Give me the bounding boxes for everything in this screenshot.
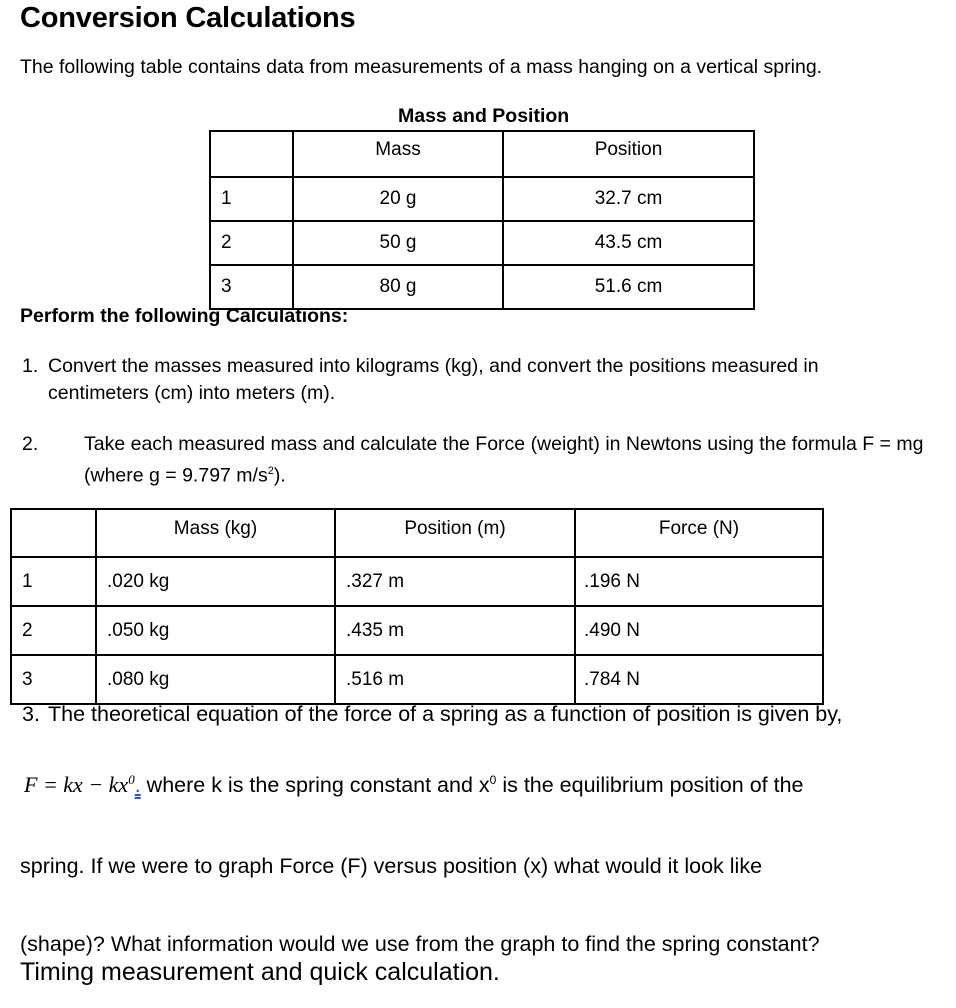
table-cell: 2 xyxy=(11,606,96,655)
table-cell: .020 kg xyxy=(96,557,335,606)
page-title: Conversion Calculations xyxy=(20,2,356,34)
question-number: 1. xyxy=(22,355,39,377)
table-cell: .080 kg xyxy=(96,655,335,704)
table-header-cell: Position (m) xyxy=(335,509,575,557)
table-cell: 2 xyxy=(210,221,293,265)
question-number: 2. xyxy=(22,433,39,455)
question-3-text: The theoretical equation of the force of a spring as a function of position is given by, xyxy=(48,702,843,726)
table-row xyxy=(210,177,754,221)
table-cell: 1 xyxy=(210,177,293,221)
table-cell: 3 xyxy=(210,265,293,309)
conversion-table xyxy=(10,508,824,705)
question-2-text xyxy=(84,431,949,490)
formula-description-end: is the equilibrium position of the xyxy=(496,773,804,798)
table-header-cell: Mass xyxy=(293,131,503,177)
table-cell: .490 N xyxy=(575,606,823,655)
superscript: 2 xyxy=(267,465,274,477)
question-1-text: Convert the masses measured into kilograms (kg), and convert the positions measured in centimeters (cm) into meters (m). xyxy=(48,355,819,404)
table-cell: .516 m xyxy=(335,655,575,704)
table-cell: 43.5 cm xyxy=(503,221,754,265)
table-cell: 1 xyxy=(11,557,96,606)
table-row xyxy=(210,221,754,265)
table-header-cell xyxy=(210,131,293,177)
table-row xyxy=(210,265,754,309)
formula-line xyxy=(24,772,804,798)
formula-superscript: 0 xyxy=(128,772,135,787)
equation-link[interactable]: . xyxy=(134,773,141,798)
question-3-continuation: spring. If we were to graph Force (F) versus position (x) what would it look like xyxy=(20,854,763,878)
table-header-cell: Mass (kg) xyxy=(96,509,335,557)
table-header-row xyxy=(11,509,823,557)
mass-position-table xyxy=(209,130,755,310)
intro-text: The following table contains data from measurements of a mass hanging on a vertical spring. xyxy=(20,56,823,78)
table-cell: 80 g xyxy=(293,265,503,309)
table-header-cell xyxy=(11,509,96,557)
question-3-continuation: (shape)? What information would we use from the graph to find the spring constant? xyxy=(20,932,820,956)
calculations-heading: Perform the following Calculations: xyxy=(20,305,349,327)
table-header-cell: Force (N) xyxy=(575,509,823,557)
table-cell: .784 N xyxy=(575,655,823,704)
table1-caption: Mass and Position xyxy=(398,105,570,127)
formula-description: where k is the spring constant and x xyxy=(140,773,490,798)
table-cell: .435 m xyxy=(335,606,575,655)
table-row xyxy=(11,606,823,655)
table-cell: 51.6 cm xyxy=(503,265,754,309)
table-row xyxy=(11,655,823,704)
question-2-text-main: Take each measured mass and calculate the Force (weight) in Newtons using the formula F = mg (where g = 9.797 m/s xyxy=(84,433,924,487)
table-row xyxy=(11,557,823,606)
superscript: 0 xyxy=(489,773,497,787)
table-cell: 20 g xyxy=(293,177,503,221)
table-cell: .327 m xyxy=(335,557,575,606)
table-header-cell: Position xyxy=(503,131,754,177)
question-number: 3. xyxy=(22,702,40,726)
question-2-text-end: ). xyxy=(273,464,286,487)
table-cell: 3 xyxy=(11,655,96,704)
table-header-row xyxy=(210,131,754,177)
table-cell: .050 kg xyxy=(96,606,335,655)
table-cell: 50 g xyxy=(293,221,503,265)
table-cell: .196 N xyxy=(575,557,823,606)
timing-line: Timing measurement and quick calculation. xyxy=(20,958,500,986)
spring-formula: F = kx − kx xyxy=(24,772,129,798)
table-cell: 32.7 cm xyxy=(503,177,754,221)
